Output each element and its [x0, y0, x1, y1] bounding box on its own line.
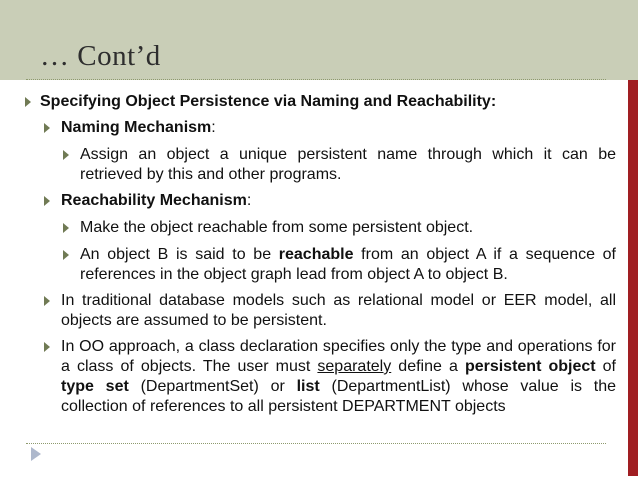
slide-title: … Cont’d: [40, 40, 161, 72]
bullet-arrow-icon: [44, 123, 50, 133]
reachability-label: Reachability Mechanism: [61, 192, 247, 209]
slide-corner-arrow-icon: [31, 447, 41, 461]
bullet-reachability-point1: [0, 218, 620, 238]
bullet-heading: [0, 92, 620, 112]
naming-label: Naming Mechanism: [61, 119, 212, 136]
bullet-arrow-icon: [63, 223, 69, 233]
naming-text: Assign an object a unique persistent name through which it can be retrieved by this and other programs.: [80, 146, 616, 183]
oo-list: list: [296, 378, 320, 395]
oo-persistent-object: persistent object: [464, 358, 596, 375]
bullet-naming: [0, 118, 620, 138]
bullet-reachability-point2: [0, 245, 620, 285]
bullet-oo: [0, 337, 620, 417]
accent-bar: [628, 80, 638, 476]
footer-divider: [26, 443, 606, 444]
reachability-colon: :: [246, 192, 252, 209]
oo-t3: define a: [391, 358, 465, 375]
bullet-arrow-icon: [63, 150, 69, 160]
bullet-arrow-icon: [44, 296, 50, 306]
oo-t7: (DepartmentSet) or: [128, 378, 297, 395]
oo-t9: (DepartmentList) whose value is the collection of references to all persistent DEPARTMENT objects: [61, 378, 617, 415]
point2-post: from an object A if a sequence of references in the object graph lead from object A to object B.: [80, 246, 617, 283]
naming-colon: :: [211, 119, 216, 136]
bullet-naming-detail: [0, 145, 620, 185]
bullet-arrow-icon: [44, 342, 50, 352]
bullet-arrow-icon: [25, 97, 31, 107]
point2-pre: An object B is said to be: [80, 246, 279, 263]
bullet-arrow-icon: [44, 196, 50, 206]
title-divider: [26, 79, 606, 80]
oo-separately: separately: [317, 358, 392, 375]
oo-t1: In OO approach, a class declaration specifies only the type and operations for a class of objects. The user must: [61, 338, 616, 375]
bullet-traditional: [0, 291, 620, 331]
bullet-arrow-icon: [63, 250, 69, 260]
oo-type-set: type set: [61, 378, 129, 395]
bullet-reachability: [0, 191, 620, 211]
oo-t5: of: [595, 358, 617, 375]
heading-text: Specifying Object Persistence via Naming and Reachability:: [40, 93, 497, 110]
slide-body: [0, 88, 620, 417]
traditional-text: In traditional database models such as relational model or EER model, all objects are assumed to be persistent.: [61, 292, 616, 329]
point2-bold: reachable: [278, 246, 354, 263]
reachability-point1: Make the object reachable from some persistent object.: [80, 219, 474, 236]
